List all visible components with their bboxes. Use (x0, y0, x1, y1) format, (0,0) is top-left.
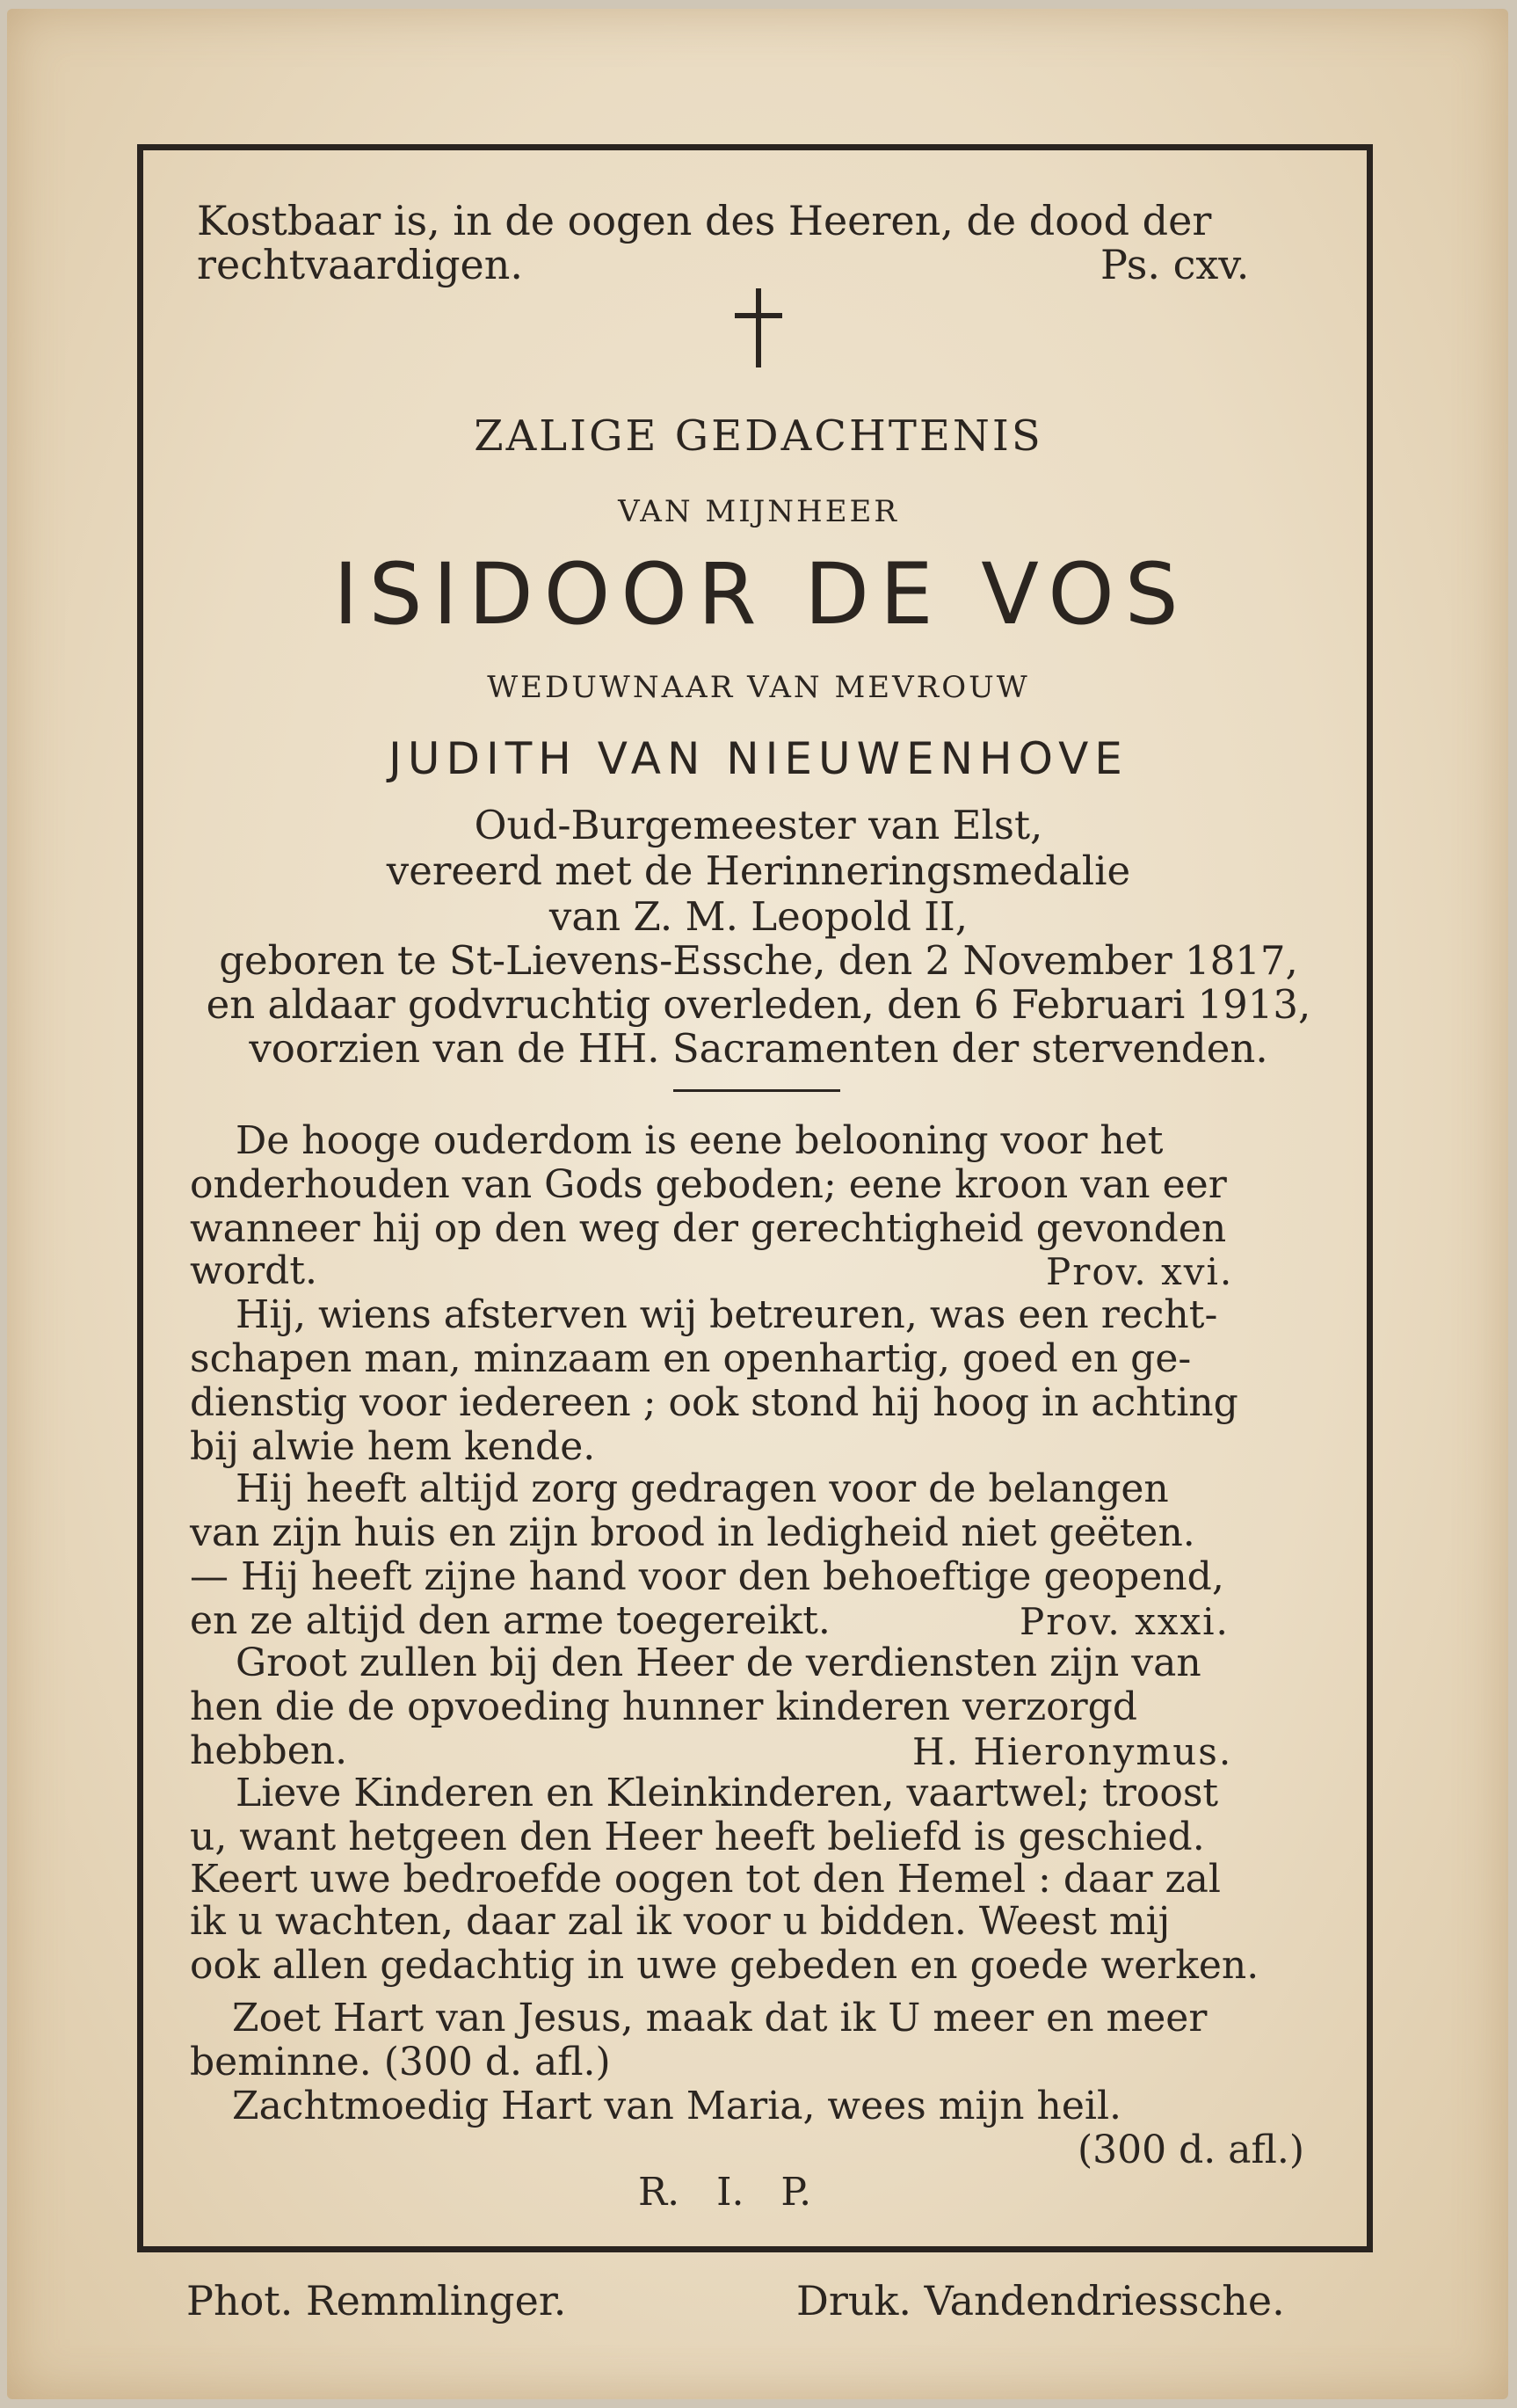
body-line: onderhouden van Gods geboden; eene kroon van eer (190, 1162, 1227, 1207)
body-line: wanneer hij op den weg der gerechtigheid gevonden (190, 1206, 1227, 1251)
bio-line: en aldaar godvruchtig overleden, den 6 Februari 1913, (206, 981, 1311, 1028)
body-line: ik u wachten, daar zal ik voor u bidden. Weest mij (190, 1899, 1171, 1944)
bio-line: vereerd met de Herinneringsmedalie (386, 848, 1131, 894)
body-line: — Hij heeft zijne hand voor den behoeftige geopend, (190, 1554, 1224, 1599)
body-line: Hij, wiens afsterven wij betreuren, was een recht- (236, 1292, 1218, 1337)
latin-cross-icon (735, 288, 782, 367)
body-line: van zijn huis en zijn brood in ledigheid niet geëten. (190, 1510, 1195, 1555)
scripture-reference: Prov. xvi. (1046, 1250, 1234, 1293)
body-line: dienstig voor iedereen ; ook stond hij hoog in achting (190, 1380, 1238, 1425)
prayer-line: Zoet Hart van Jesus, maak dat ik U meer en meer (232, 1996, 1208, 2041)
body-line: hebben. (190, 1728, 348, 1773)
body-line: u, want hetgeen den Heer heeft beliefd is geschied. (190, 1815, 1205, 1859)
printer-credit: Druk. Vandendriessche. (796, 2277, 1285, 2324)
memorial-title: ZALIGE GEDACHTENIS (474, 411, 1043, 461)
body-line: bij alwie hem kende. (190, 1424, 596, 1469)
body-line: en ze altijd den arme toegereikt. (190, 1598, 831, 1643)
bio-line: Oud-Burgemeester van Elst, (474, 802, 1043, 848)
prayer-line: beminne. (300 d. afl.) (190, 2040, 611, 2084)
deceased-name: ISIDOOR DE VOS (333, 545, 1189, 644)
epigraph-line-1: Kostbaar is, in de oogen des Heeren, de dood der (197, 197, 1212, 244)
scripture-reference: Prov. xxxi. (1020, 1600, 1230, 1643)
body-line: De hooge ouderdom is eene belooning voor het (236, 1118, 1164, 1163)
body-line: hen die de opvoeding hunner kinderen verzorgd (190, 1684, 1137, 1729)
relation-line: WEDUWNAAR VAN MEVROUW (487, 670, 1030, 705)
body-line: schapen man, minzaam en openhartig, goed en ge- (190, 1336, 1192, 1381)
body-line: Lieve Kinderen en Kleinkinderen, vaartwel; troost (236, 1771, 1219, 1815)
prayer-line: Zachtmoedig Hart van Maria, wees mijn heil. (232, 2084, 1121, 2128)
epigraph-line-2: rechtvaardigen. (197, 241, 523, 288)
name-prefix: VAN MIJNHEER (618, 494, 899, 529)
bio-line: voorzien van de HH. Sacramenten der stervenden. (249, 1025, 1268, 1072)
bio-line: geboren te St-Lievens-Essche, den 2 November 1817, (219, 937, 1298, 984)
divider (673, 1089, 840, 1092)
indulgence-note: (300 d. afl.) (1078, 2128, 1305, 2172)
body-line: Hij heeft altijd zorg gedragen voor de belangen (236, 1466, 1169, 1511)
epigraph-reference: Ps. cxv. (1100, 241, 1250, 288)
rip-line: R. I. P. (638, 2170, 812, 2215)
body-line: Groot zullen bij den Heer de verdiensten zijn van (236, 1640, 1201, 1685)
photographer-credit: Phot. Remmlinger. (186, 2277, 567, 2324)
body-line: Keert uwe bedroefde oogen tot den Hemel : daar zal (190, 1857, 1221, 1902)
body-line: wordt. (190, 1248, 318, 1293)
body-line: ook allen gedachtig in uwe gebeden en goede werken. (190, 1943, 1259, 1988)
bio-line: van Z. M. Leopold II, (548, 893, 969, 940)
spouse-name: JUDITH VAN NIEUWENHOVE (388, 733, 1129, 784)
author-reference: H. Hieronymus. (912, 1730, 1233, 1773)
